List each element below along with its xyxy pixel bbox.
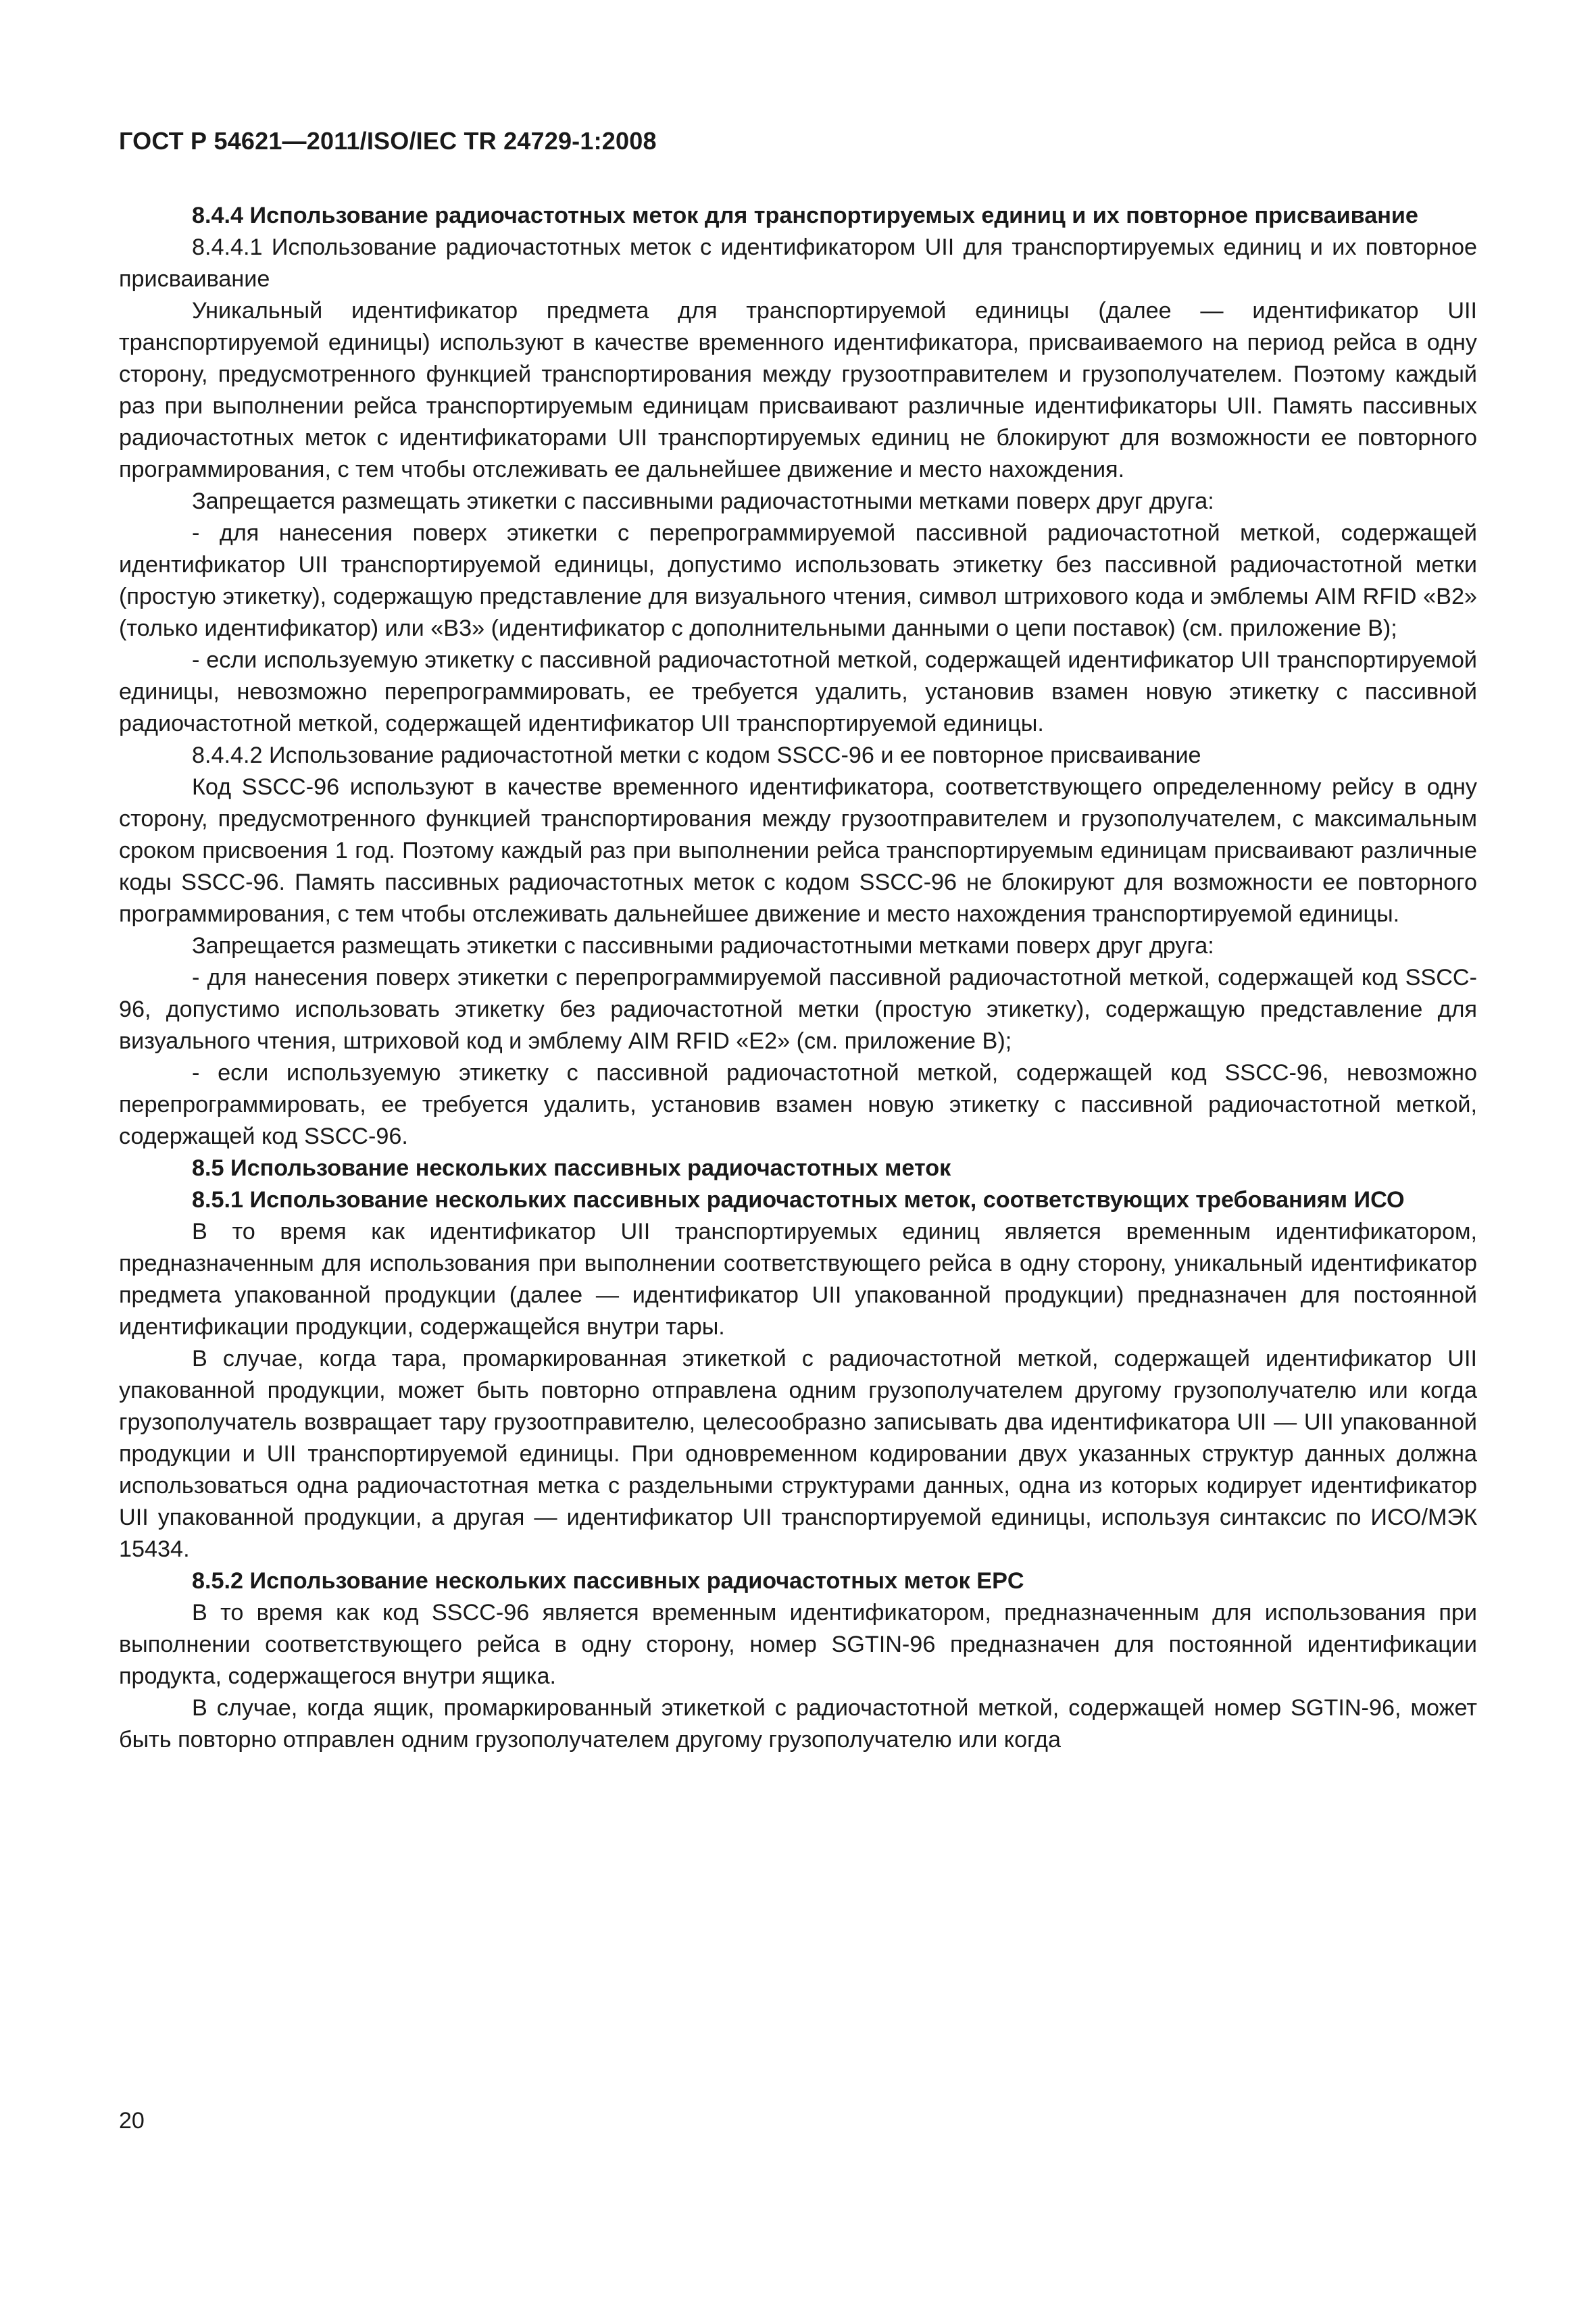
section-heading: 8.5 Использование нескольких пассивных радиочастотных меток — [192, 1155, 951, 1181]
body-paragraph: Код SSCC-96 используют в качестве временного идентификатора, соответствующего определенному рейсу в одну сторону, предусмотренного функцией транспортирования между грузоотправителем и грузополучателем, с максимальным сроком присвоения 1 год. Поэтому каждый раз при выполнении рейса транспортируемым единицам присваивают различные коды SSCC-96. Память пассивных радиочастотных меток с кодом SSCC-96 не блокируют для возможности ее повторного программирования, с тем чтобы отслеживать дальнейшее движение и место нахождения транспортируемой единицы. — [119, 774, 1477, 927]
body-paragraph: 8.4.4.1 Использование радиочастотных меток с идентификатором UII для транспортируемых единиц и их повторное присваивание — [119, 234, 1477, 292]
section-heading: 8.4.4 Использование радиочастотных меток для транспортируемых единиц и их повторное присваивание — [192, 203, 1418, 228]
body-paragraph: - если используемую этикетку с пассивной радиочастотной меткой, содержащей идентификатор UII транспортируемой единицы, невозможно перепрограммировать, ее требуется удалить, установив взамен новую этикетку с пассивной радиочастотной меткой, содержащей идентификатор UII транспортируемой единицы. — [119, 647, 1477, 736]
body-paragraph: Уникальный идентификатор предмета для транспортируемой единицы (далее — идентификатор UII транспортируемой единицы) используют в качестве временного идентификатора, присваиваемого на период рейса в одну сторону, предусмотренного функцией транспортирования между грузоотправителем и грузополучателем. Поэтому каждый раз при выполнении рейса транспортируемым единицам присваивают различные идентификаторы UII. Память пассивных радиочастотных меток с идентификаторами UII транспортируемых единиц не блокируют для возможности ее повторного программирования, с тем чтобы отслеживать ее дальнейшее движение и место нахождения. — [119, 298, 1477, 482]
body-paragraph: - если используемую этикетку с пассивной радиочастотной меткой, содержащей код SSCC-96, невозможно перепрограммировать, ее требуется удалить, установив взамен новую этикетку с пассивной радиочастотной меткой, содержащей код SSCC-96. — [119, 1060, 1477, 1149]
body-paragraph: В то время как идентификатор UII транспортируемых единиц является временным идентификатором, предназначенным для использования при выполнении соответствующего рейса в одну сторону, уникальный идентификатор предмета упакованной продукции (далее — идентификатор UII упакованной продукции) предназначен для постоянной идентификации продукции, содержащейся внутри тары. — [119, 1219, 1477, 1340]
section-heading: 8.5.1 Использование нескольких пассивных радиочастотных меток, соответствующих требованиям ИСО — [192, 1187, 1405, 1213]
body-paragraph: В случае, когда тара, промаркированная этикеткой с радиочастотной меткой, содержащей идентификатор UII упакованной продукции, может быть повторно отправлена одним грузополучателем другому грузополучателю или когда грузополучатель возвращает тару грузоотправителю, целесообразно записывать два идентификатора UII — UII упакованной продукции и UII транспортируемой единицы. При одновременном кодировании двух указанных структур данных должна использоваться одна радиочастотная метка с раздельными структурами данных, одна из которых кодирует идентификатор UII упакованной продукции, а другая — идентификатор UII транспортируемой единицы, используя синтаксис по ИСО/МЭК 15434. — [119, 1346, 1477, 1562]
body-paragraph: - для нанесения поверх этикетки с перепрограммируемой пассивной радиочастотной меткой, содержащей идентификатор UII транспортируемой единицы, допустимо использовать этикетку без пассивной радиочастотной метки (простую этикетку), содержащую представление для визуального чтения, символ штрихового кода и эмблемы AIM RFID «B2» (только идентификатор) или «B3» (идентификатор с дополнительными данными о цепи поставок) (см. приложение В); — [119, 520, 1477, 641]
body-paragraph: - для нанесения поверх этикетки с перепрограммируемой пассивной радиочастотной меткой, содержащей код SSCC-96, допустимо использовать этикетку без радиочастотной метки (простую этикетку), содержащую представление для визуального чтения, штриховой код и эмблему AIM RFID «E2» (см. приложение В); — [119, 965, 1477, 1054]
document-body — [119, 200, 1477, 1756]
body-paragraph: Запрещается размещать этикетки с пассивными радиочастотными метками поверх друг друга: — [192, 933, 1214, 959]
body-paragraph: В то время как код SSCC-96 является временным идентификатором, предназначенным для использования при выполнении соответствующего рейса в одну сторону, номер SGTIN-96 предназначен для постоянной идентификации продукта, содержащегося внутри ящика. — [119, 1600, 1477, 1689]
section-heading: 8.5.2 Использование нескольких пассивных радиочастотных меток EPC — [192, 1568, 1024, 1594]
standard-code-header: ГОСТ Р 54621—2011/ISO/IEC TR 24729-1:2008 — [119, 127, 657, 155]
body-paragraph: В случае, когда ящик, промаркированный этикеткой с радиочастотной меткой, содержащей номер SGTIN-96, может быть повторно отправлен одним грузополучателем другому грузополучателю или когда — [119, 1695, 1477, 1753]
page-number: 20 — [119, 2108, 145, 2134]
body-paragraph: 8.4.4.2 Использование радиочастотной метки с кодом SSCC-96 и ее повторное присваивание — [192, 743, 1201, 768]
body-paragraph: Запрещается размещать этикетки с пассивными радиочастотными метками поверх друг друга: — [192, 488, 1214, 514]
